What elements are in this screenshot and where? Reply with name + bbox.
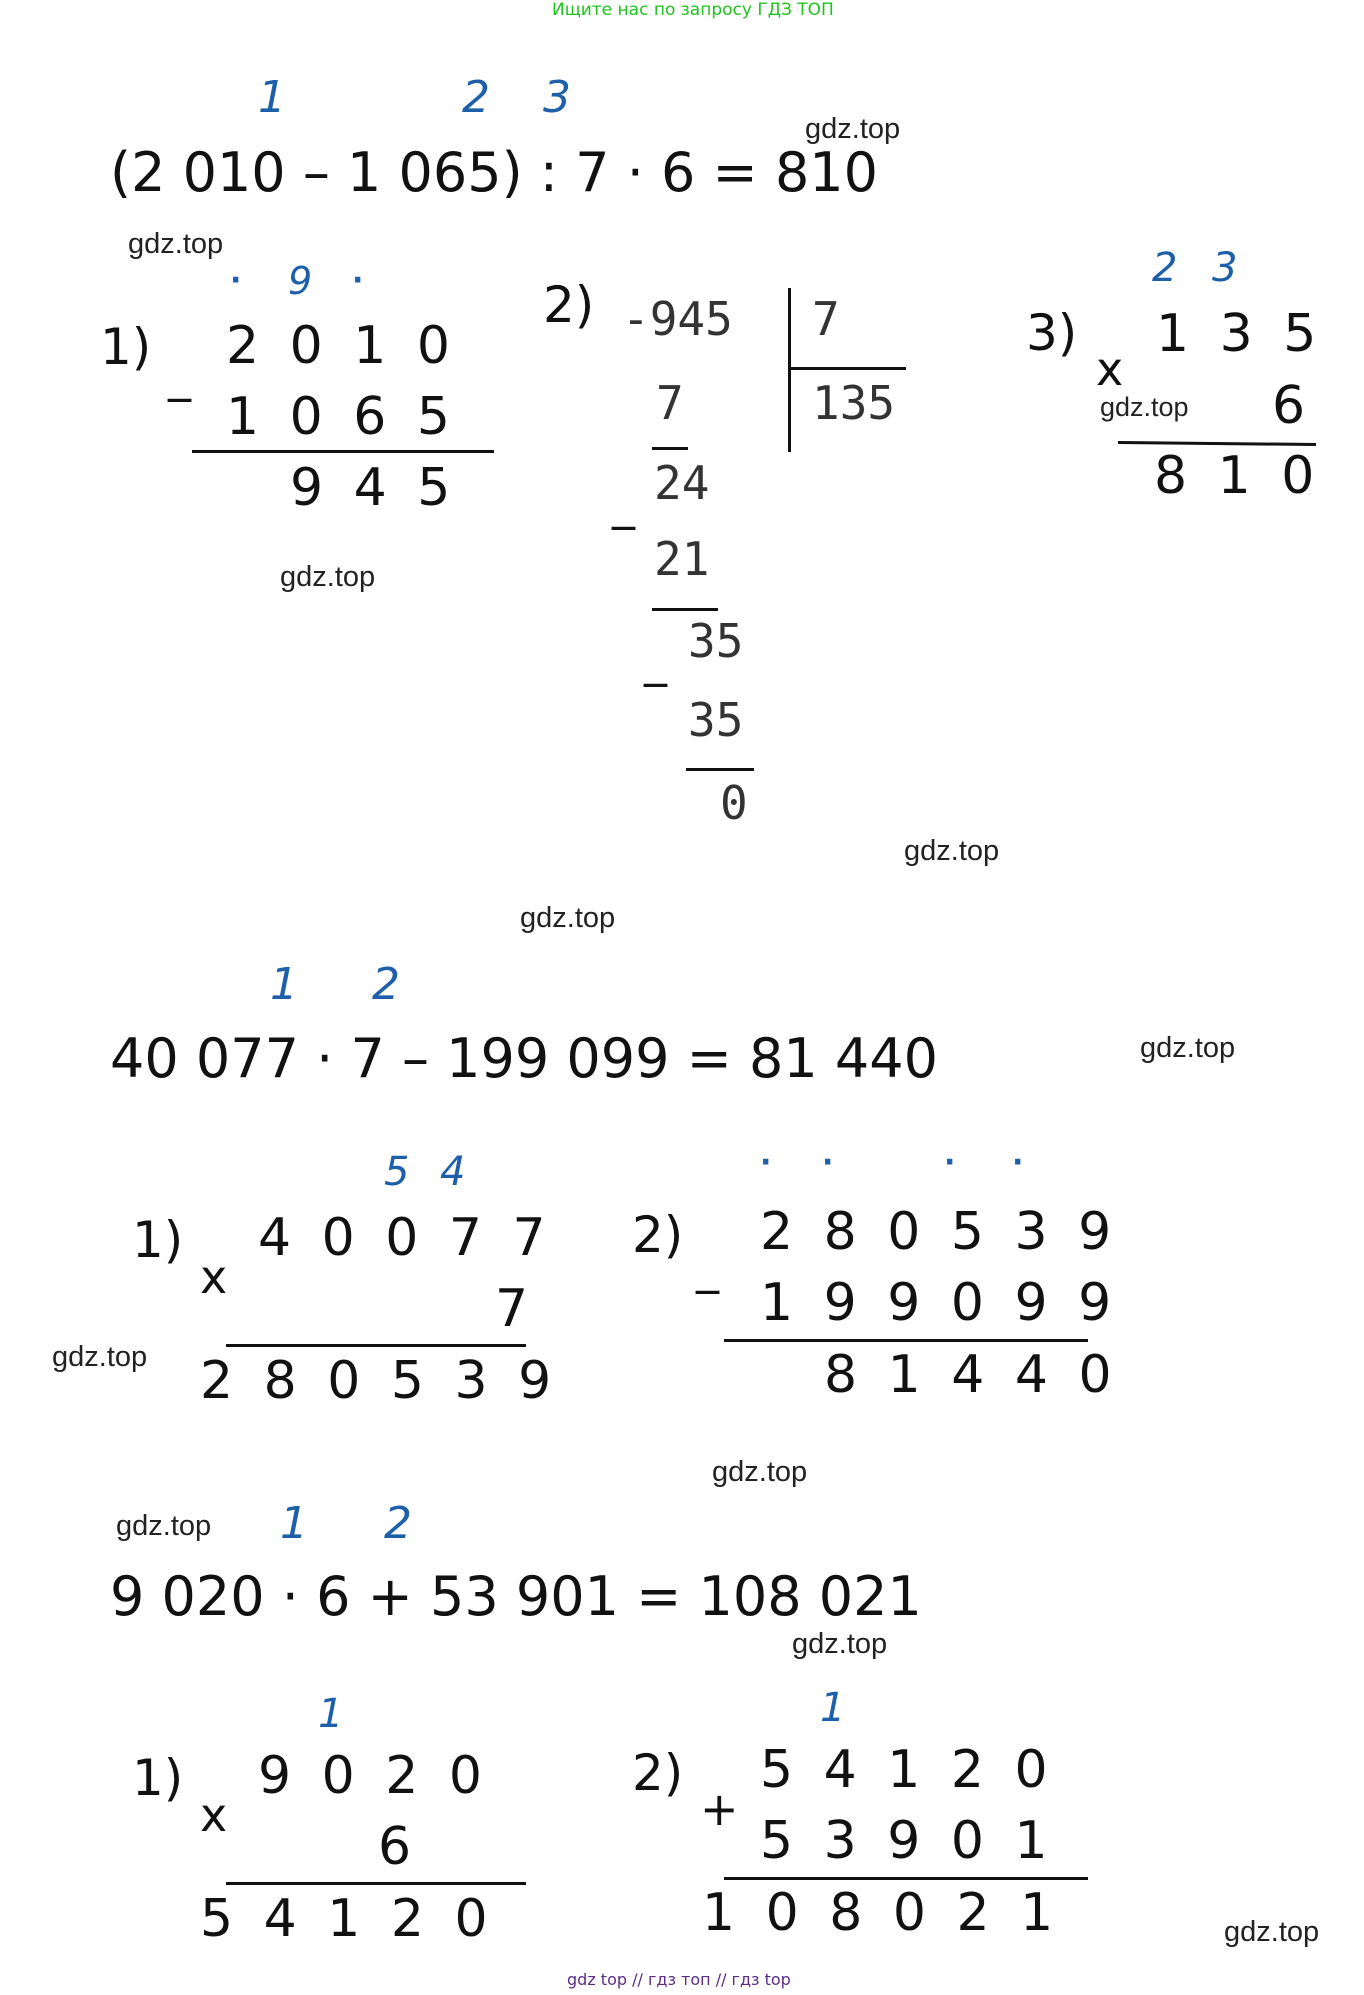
step-label: 3): [1026, 304, 1078, 362]
multiplicand: 9 0 2 0: [258, 1746, 482, 1806]
product: 2 8 0 5 3 9: [200, 1351, 552, 1411]
watermark: gdz.top: [805, 113, 901, 145]
division-row: 21: [654, 532, 710, 586]
borrow-dot: ·: [944, 1145, 956, 1180]
order-number: 3: [543, 72, 571, 123]
quotient: 135: [812, 376, 896, 430]
borrow-dot: ·: [1012, 1145, 1024, 1180]
result-line: [724, 1339, 1088, 1342]
sum: 1 0 8 0 2 1: [702, 1883, 1054, 1943]
division-line: [652, 608, 718, 611]
subtrahend: 1 9 9 0 9 9: [760, 1273, 1112, 1333]
step-label: 1): [132, 1749, 184, 1807]
product: 5 4 1 2 0: [200, 1889, 488, 1949]
result-line: [226, 1344, 526, 1347]
carry-digit: 5: [384, 1149, 410, 1195]
borrow-digit: 9: [288, 259, 313, 303]
step-label: 1): [100, 318, 152, 376]
borrow-dot: ·: [760, 1145, 772, 1180]
step-label: 2): [632, 1744, 684, 1802]
multiply-sign: x: [200, 1250, 228, 1304]
order-number: 2: [384, 1498, 412, 1549]
quotient-line: [790, 367, 906, 370]
watermark: gdz.top: [280, 561, 376, 593]
division-row: 35: [688, 693, 744, 747]
minuend: 2 0 1 0: [226, 316, 450, 376]
minus-sign: _: [612, 476, 635, 530]
step-label: 2): [543, 276, 595, 334]
division-line: [652, 447, 688, 450]
divisor: 7: [812, 292, 840, 346]
minuend: 2 8 0 5 3 9: [760, 1202, 1112, 1262]
multiply-sign: x: [1096, 342, 1124, 396]
expression: (2 010 – 1 065) : 7 · 6 = 810: [110, 141, 879, 204]
minus-sign: _: [696, 1240, 719, 1294]
addend: 5 4 1 2 0: [760, 1740, 1048, 1800]
watermark: gdz.top: [1100, 392, 1189, 422]
division-row: 35: [688, 614, 744, 668]
watermark: gdz.top: [1224, 1916, 1320, 1948]
carry-digit: 1: [318, 1691, 344, 1737]
order-number: 2: [372, 959, 400, 1010]
borrow-dot: ·: [822, 1145, 834, 1180]
addend: 5 3 9 0 1: [760, 1811, 1048, 1871]
step-label: 2): [632, 1206, 684, 1264]
division-bar: [788, 288, 791, 452]
division-line: [686, 768, 754, 771]
watermark: gdz.top: [52, 1341, 148, 1373]
difference: 8 1 4 4 0: [824, 1345, 1112, 1405]
watermark: gdz.top: [792, 1628, 888, 1660]
minus-sign: _: [644, 633, 667, 687]
watermark: gdz.top: [128, 228, 224, 260]
multiplicand: 4 0 0 7 7: [258, 1208, 546, 1268]
expression: 40 077 · 7 – 199 099 = 81 440: [110, 1027, 938, 1090]
multiplier: 6: [1272, 376, 1306, 436]
multiplicand: 1 3 5: [1156, 304, 1317, 364]
remainder: 0: [720, 776, 748, 830]
result-line: [226, 1882, 526, 1885]
carry-digit: 2: [1152, 245, 1178, 291]
watermark: gdz.top: [712, 1456, 808, 1488]
product: 8 1 0: [1154, 446, 1315, 506]
order-number: 2: [462, 72, 490, 123]
watermark: gdz.top: [904, 835, 1000, 867]
plus-sign: +: [700, 1782, 739, 1836]
header-text: Ищите нас по запросу ГДЗ ТОП: [552, 0, 834, 20]
borrow-dot: ·: [352, 263, 364, 298]
dividend: -945: [622, 292, 733, 346]
order-number: 1: [258, 72, 286, 123]
division-row: 7: [656, 376, 684, 430]
watermark: gdz.top: [520, 902, 616, 934]
watermark: gdz.top: [116, 1510, 212, 1542]
step-label: 1): [132, 1211, 184, 1269]
carry-digit: 1: [820, 1685, 846, 1731]
multiplier: 6: [378, 1817, 412, 1877]
minus-sign: _: [168, 348, 191, 402]
difference: 9 4 5: [290, 458, 451, 518]
subtrahend: 1 0 6 5: [226, 387, 450, 447]
result-line: [192, 450, 494, 453]
carry-digit: 3: [1212, 245, 1238, 291]
borrow-dot: ·: [230, 263, 242, 298]
order-number: 1: [280, 1498, 308, 1549]
multiplier: 7: [495, 1279, 529, 1339]
expression: 9 020 · 6 + 53 901 = 108 021: [110, 1565, 922, 1628]
footer-text: gdz top // гдз топ // гдз top: [567, 1970, 791, 1989]
watermark: gdz.top: [1140, 1032, 1236, 1064]
order-number: 1: [270, 959, 298, 1010]
multiply-sign: x: [200, 1788, 228, 1842]
result-line: [724, 1877, 1088, 1880]
carry-digit: 4: [440, 1149, 466, 1195]
division-row: 24: [654, 456, 710, 510]
